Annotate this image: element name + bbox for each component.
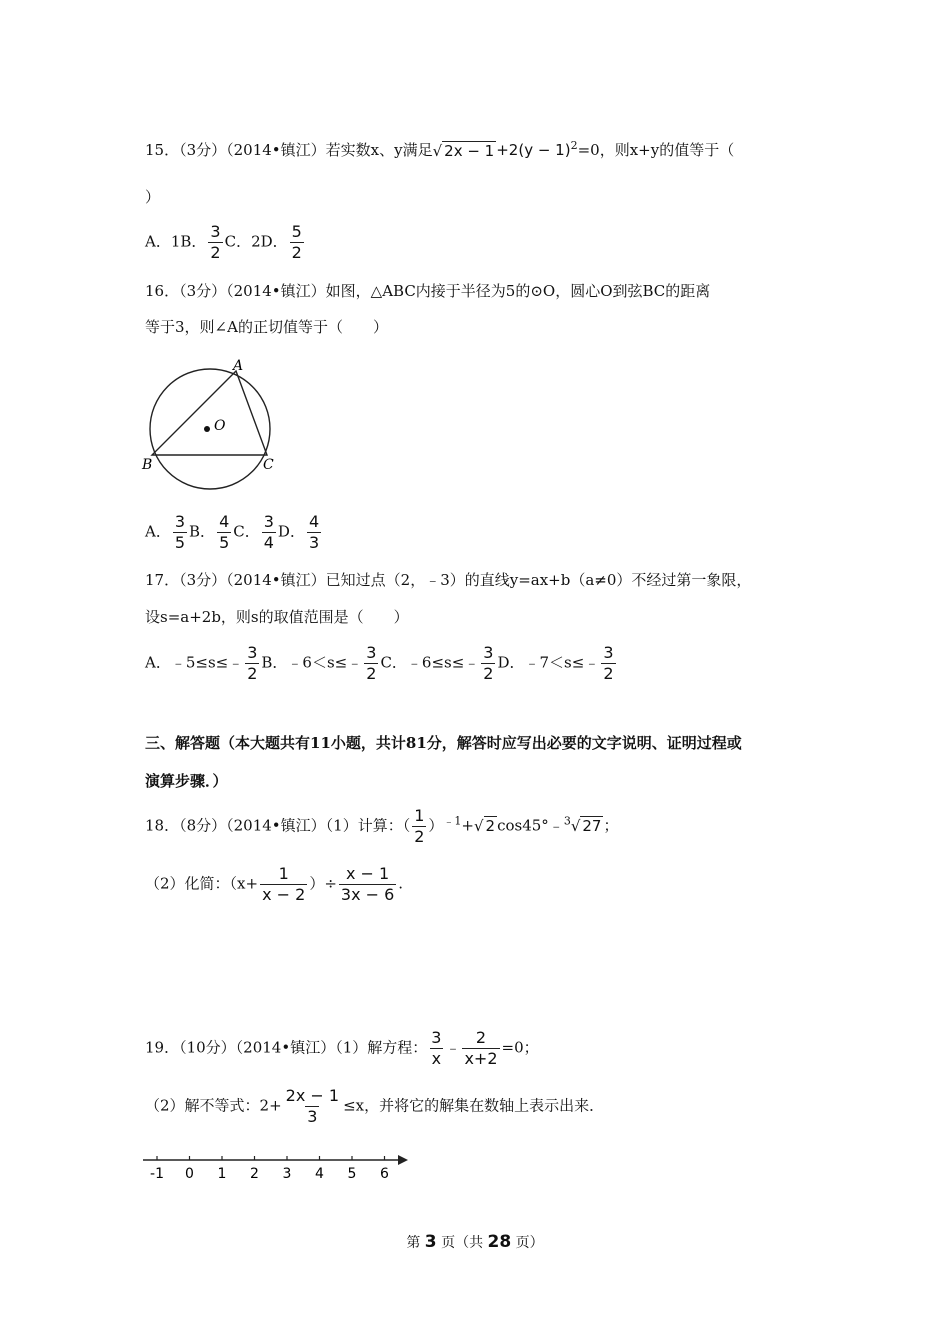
q17-options: A．﹣5≤s≤﹣ $\frac{3}{2}$ B．﹣6＜s≤﹣ $\frac{3}{2}$ C．﹣6≤s≤﹣ $\frac{3}{2}$ D．﹣7＜s≤﹣ $\frac{3}{2}$ (145, 643, 614, 683)
label-a: A (233, 358, 244, 374)
fraction: $\frac{3}{2}$ (603, 643, 614, 683)
label-c: C (263, 457, 274, 473)
sqrt-expression: √ 2x − 1 (432, 141, 495, 160)
q18-part2: （2）化简：（x+ $\frac{1}{x - 2}$ ）÷ $\frac{x - 1}{3x - 6}$ . (145, 864, 404, 904)
label-o: O (214, 418, 226, 434)
center-dot (204, 426, 210, 432)
q17-stem-line2: 设s=a+2b，则s的取值范围是（ ） (145, 608, 409, 626)
q18-part1: 18．（8分）（2014•镇江）（1）计算：（ $\frac{1}{2}$ ）$^{﹣1}$+√ 2 cos45°﹣$^3$√ 27 ； (145, 806, 619, 846)
fraction: $\frac{2x - 1}{3}$ (285, 1086, 340, 1126)
fraction: $\frac{1}{x - 2}$ (262, 864, 306, 904)
fraction: $\frac{2}{x+2}$ (464, 1028, 498, 1068)
label-b: B (142, 457, 153, 473)
fraction: $\frac{x - 1}{3x - 6}$ (340, 864, 395, 904)
sqrt-expression: √ 2 (473, 817, 496, 835)
fraction: $\frac{3}{4}$ (263, 512, 274, 552)
arrow-icon (398, 1155, 408, 1165)
q19-part2: （2）解不等式：2+ $\frac{2x - 1}{3}$ ≤x，并将它的解集在数轴上表示出来． (145, 1086, 605, 1126)
page-footer: 第 3 页（共 28 页） (406, 1232, 544, 1252)
number-line-label: 5 (347, 1166, 357, 1182)
q17-stem-line1: 17．（3分）（2014•镇江）已知过点（2，﹣3）的直线y=ax+b（a≠0）不经过第一象限， (145, 571, 752, 589)
number-line-label: -1 (150, 1166, 164, 1182)
q19-part1: 19．（10分）（2014•镇江）（1）解方程： $\frac{3}{x}$ ﹣ $\frac{2}{x+2}$ =0； (145, 1028, 539, 1068)
number-line-label: 1 (217, 1166, 227, 1182)
fraction: $\frac{3}{2}$ (366, 643, 377, 683)
fraction: $\frac{4}{3}$ (308, 512, 320, 552)
section-heading-line2: 演算步骤．） (145, 772, 228, 790)
fraction: $\frac{3}{x}$ (431, 1028, 442, 1068)
q16-stem-line2: 等于3，则∠A的正切值等于（ ） (145, 318, 388, 336)
number-line-label: 2 (250, 1166, 259, 1182)
q16-options: A． $\frac{3}{5}$ B． $\frac{4}{5}$ C． $\frac{3}{4}$ D． $\frac{4}{3}$ (145, 512, 320, 552)
fraction: $\frac{3}{2}$ (247, 643, 258, 683)
number-line-label: 6 (380, 1166, 389, 1182)
fraction: $\frac{5}{2}$ (291, 222, 302, 262)
fraction: $\frac{4}{5}$ (219, 512, 230, 552)
fraction: $\frac{3}{5}$ (174, 512, 186, 552)
number-line-label: 4 (315, 1166, 324, 1182)
fraction: $\frac{1}{2}$ (414, 806, 425, 846)
q15-options: A．1B． $\frac{3}{2}$ C．2D． $\frac{5}{2}$ (145, 222, 302, 262)
fraction: $\frac{3}{2}$ (483, 643, 494, 683)
number-line-label: 0 (185, 1166, 194, 1182)
fraction: $\frac{3}{2}$ (210, 222, 221, 262)
q15-stem: 15．（3分）（2014•镇江）若实数x、y满足√ $2x - 1 +2(y - 1)^2=0$，则x+y的值等于（ (145, 139, 735, 160)
number-line (140, 1150, 415, 1186)
q15-stem-close: ） (145, 188, 161, 206)
circle-triangle-figure (140, 356, 285, 496)
cube-root-expression: √ 27 (570, 817, 602, 835)
number-line-label: 3 (282, 1166, 292, 1182)
section-heading-line1: 三、解答题（本大题共有11小题，共计81分，解答时应写出必要的文字说明、证明过程或 (145, 734, 742, 752)
q16-stem-line1: 16．（3分）（2014•镇江）如图，△ABC内接于半径为5的⊙O，圆心O到弦BC的距离 (145, 282, 711, 300)
